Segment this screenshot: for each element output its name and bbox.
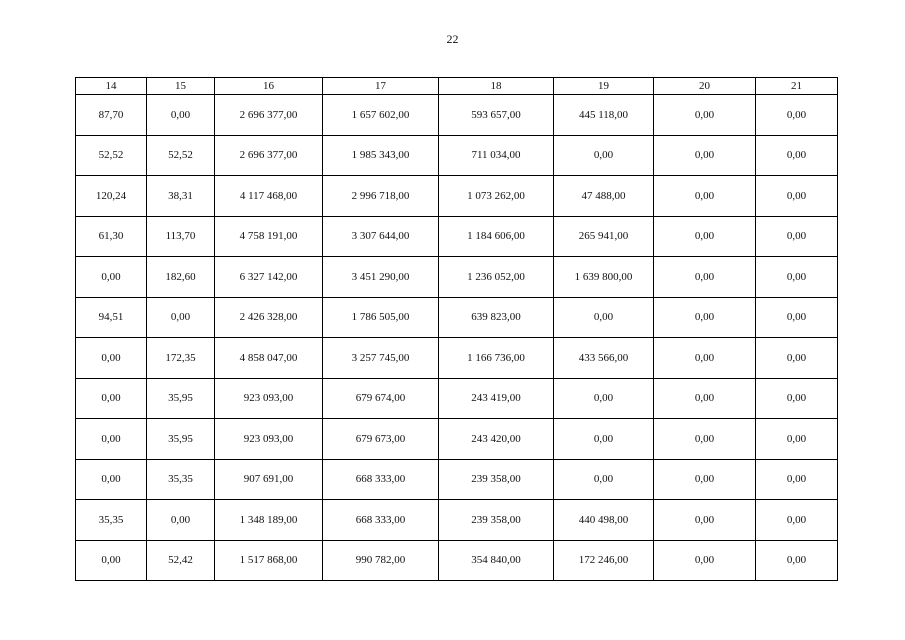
table-cell: 639 823,00 [439,297,554,338]
table-cell: 2 996 718,00 [323,176,439,217]
table-cell: 2 426 328,00 [215,297,323,338]
table-cell: 0,00 [756,338,838,379]
table-row [76,297,838,338]
table-cell: 0,00 [76,378,147,419]
table-cell: 3 451 290,00 [323,257,439,298]
column-header: 20 [654,78,756,95]
table-cell: 0,00 [554,419,654,460]
table-cell: 0,00 [654,500,756,541]
table-cell: 0,00 [654,338,756,379]
table-cell: 0,00 [756,500,838,541]
table-cell: 0,00 [756,297,838,338]
table-cell: 0,00 [756,378,838,419]
table-cell: 2 696 377,00 [215,95,323,136]
table-cell: 35,95 [147,419,215,460]
table-cell: 0,00 [654,540,756,581]
table-cell: 52,42 [147,540,215,581]
table-cell: 35,35 [147,459,215,500]
table-cell: 239 358,00 [439,500,554,541]
table-cell: 0,00 [554,459,654,500]
table-cell: 1 184 606,00 [439,216,554,257]
table-cell: 0,00 [76,540,147,581]
table-cell: 0,00 [147,297,215,338]
table-cell: 239 358,00 [439,459,554,500]
table-cell: 4 758 191,00 [215,216,323,257]
table-cell: 94,51 [76,297,147,338]
table-cell: 0,00 [76,338,147,379]
table-row [76,216,838,257]
table-row [76,459,838,500]
table-cell: 0,00 [147,95,215,136]
table-cell: 1 786 505,00 [323,297,439,338]
table-cell: 0,00 [654,378,756,419]
table-cell: 0,00 [654,95,756,136]
table-cell: 120,24 [76,176,147,217]
table-cell: 0,00 [756,135,838,176]
table-cell: 113,70 [147,216,215,257]
table-cell: 3 257 745,00 [323,338,439,379]
table-cell: 923 093,00 [215,419,323,460]
table-header-row [76,78,838,95]
table-cell: 668 333,00 [323,459,439,500]
table-cell: 0,00 [654,135,756,176]
table-cell: 0,00 [76,419,147,460]
table-cell: 61,30 [76,216,147,257]
table-cell: 182,60 [147,257,215,298]
table-cell: 0,00 [654,419,756,460]
table-cell: 0,00 [756,176,838,217]
table-cell: 0,00 [554,135,654,176]
table-cell: 0,00 [756,216,838,257]
table-row [76,419,838,460]
table-cell: 907 691,00 [215,459,323,500]
table-cell: 990 782,00 [323,540,439,581]
table-cell: 1 236 052,00 [439,257,554,298]
table-row [76,540,838,581]
table-cell: 172 246,00 [554,540,654,581]
table-cell: 3 307 644,00 [323,216,439,257]
table-cell: 0,00 [654,216,756,257]
table-cell: 35,35 [76,500,147,541]
table-cell: 0,00 [756,540,838,581]
column-header: 21 [756,78,838,95]
table-cell: 243 419,00 [439,378,554,419]
table-cell: 433 566,00 [554,338,654,379]
table-cell: 0,00 [654,297,756,338]
table-cell: 679 674,00 [323,378,439,419]
table-cell: 35,95 [147,378,215,419]
table-cell: 0,00 [147,500,215,541]
table-cell: 1 073 262,00 [439,176,554,217]
table-cell: 0,00 [76,459,147,500]
table-cell: 0,00 [756,257,838,298]
table-cell: 265 941,00 [554,216,654,257]
table-cell: 0,00 [554,378,654,419]
table-cell: 0,00 [76,257,147,298]
table-cell: 0,00 [554,297,654,338]
table-cell: 172,35 [147,338,215,379]
table-cell: 711 034,00 [439,135,554,176]
table-cell: 354 840,00 [439,540,554,581]
table-cell: 923 093,00 [215,378,323,419]
table-cell: 4 117 468,00 [215,176,323,217]
table-cell: 52,52 [76,135,147,176]
table-row [76,500,838,541]
table-cell: 243 420,00 [439,419,554,460]
table-cell: 0,00 [654,176,756,217]
table-cell: 1 348 189,00 [215,500,323,541]
table-cell: 593 657,00 [439,95,554,136]
table-cell: 1 657 602,00 [323,95,439,136]
table-row [76,176,838,217]
table-cell: 440 498,00 [554,500,654,541]
table-cell: 87,70 [76,95,147,136]
column-header: 18 [439,78,554,95]
table-cell: 52,52 [147,135,215,176]
table-cell: 0,00 [756,419,838,460]
table-cell: 6 327 142,00 [215,257,323,298]
table-cell: 0,00 [756,459,838,500]
table-row [76,338,838,379]
table-cell: 0,00 [654,459,756,500]
column-header: 16 [215,78,323,95]
table-cell: 38,31 [147,176,215,217]
table-cell: 445 118,00 [554,95,654,136]
table-row [76,257,838,298]
table-row [76,135,838,176]
column-header: 17 [323,78,439,95]
table-row [76,378,838,419]
page-number: 22 [446,32,459,46]
table-cell: 1 985 343,00 [323,135,439,176]
table-cell: 0,00 [654,257,756,298]
table-cell: 4 858 047,00 [215,338,323,379]
table-cell: 1 166 736,00 [439,338,554,379]
column-header: 19 [554,78,654,95]
column-header: 15 [147,78,215,95]
table-cell: 1 639 800,00 [554,257,654,298]
table-cell: 679 673,00 [323,419,439,460]
table-cell: 47 488,00 [554,176,654,217]
table-row [76,95,838,136]
data-table [75,77,838,581]
table-cell: 1 517 868,00 [215,540,323,581]
table-cell: 2 696 377,00 [215,135,323,176]
table-cell: 668 333,00 [323,500,439,541]
table-cell: 0,00 [756,95,838,136]
column-header: 14 [76,78,147,95]
